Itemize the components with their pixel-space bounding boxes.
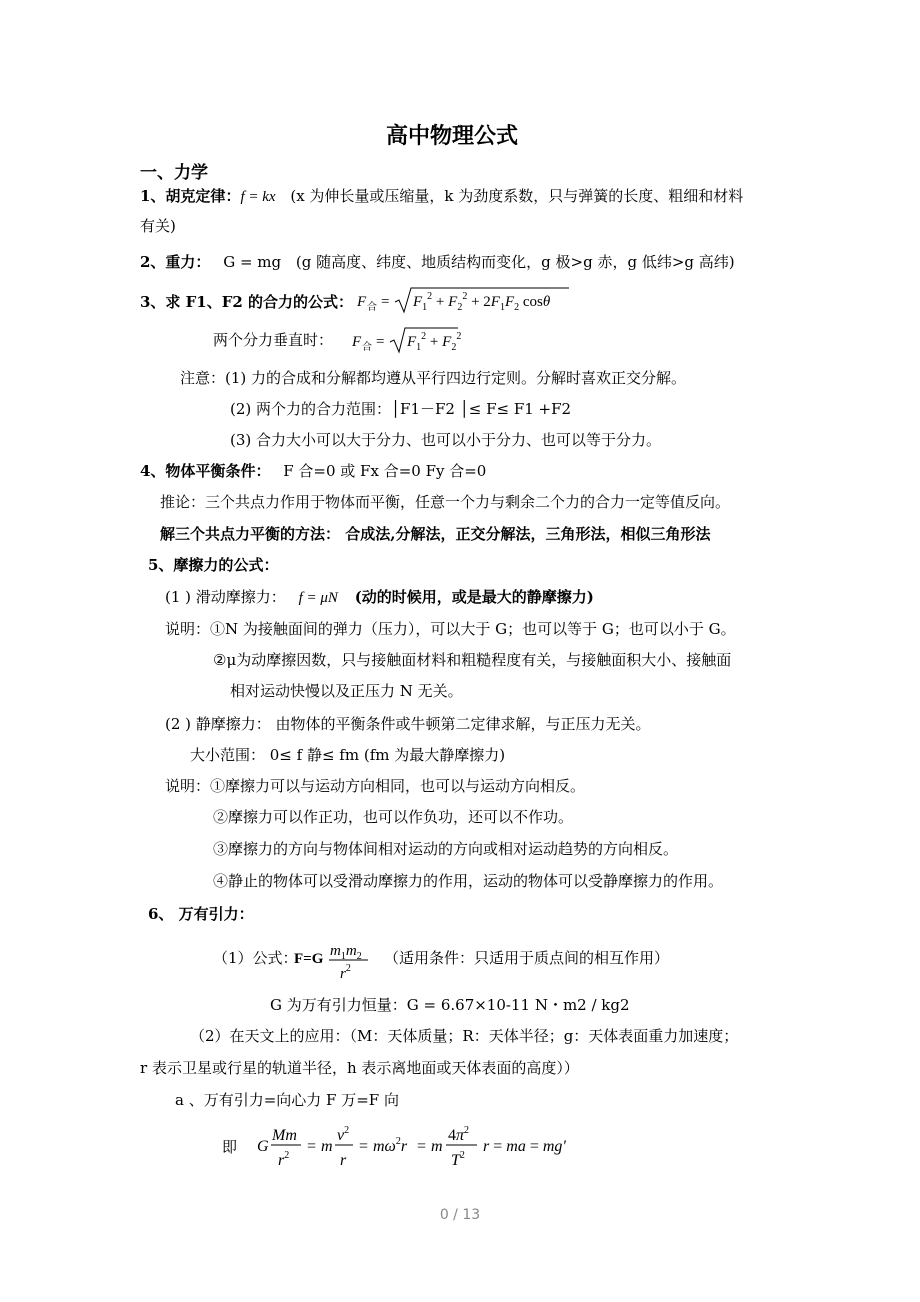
item-1-formula: f = kx [240,189,276,205]
item-5-explain-1: 说明：①N 为接触面间的弹力（压力），可以大于 G；也可以等于 G；也可以小于 G。 [165,620,736,638]
page-title: 高中物理公式 [386,123,519,149]
cf-v2: $v^2$ [337,1125,350,1144]
formula-body: $F_1^2 + F_2^2 + 2F_1F_2$ cosθ [413,291,551,313]
item-6-label: 6、 万有引力： [148,905,254,923]
formula2-body: $F_1^2 + F_2^2$ [407,331,462,353]
item-5-1-line [165,587,594,608]
note-1: 注意：(1) 力的合成和分解都均遵从平行四边行定则。分解时喜欢正交分解。 [180,369,687,387]
section-heading-mechanics: 一、力学 [140,163,208,183]
item-5-1-formula: f = μN [298,590,338,606]
note-2: (2) 两个力的合力范围：│F1－F2 │≤ F≤ F1 +F2 [230,400,572,418]
item-3b-label: 两个分力垂直时： [213,331,334,349]
centripetal-formula [255,1118,615,1176]
gravitation-numerator: $m_1m_2$ [330,943,362,962]
item-6-ji: 即 [222,1138,238,1156]
cf-mw2r: $m\omega^2r$ [373,1136,408,1155]
item-5-1-note: (动的时候用，或是最大的静摩擦力) [354,588,594,606]
item-6-1-label: （1）公式： [213,949,298,967]
cf-eq1: = [307,1138,317,1155]
item-2-formula: G = mg [223,253,282,271]
cf-m2: m [431,1138,443,1155]
item-5-explain-2b: 相对运动快慢以及正压力 N 无关。 [230,682,463,700]
item-3-line [140,292,353,312]
item-1-note: (x 为伸长量或压缩量，k 为劲度系数，只与弹簧的长度、粗细和材料 [290,187,744,205]
item-5-static-3: ③摩擦力的方向与物体间相对运动的方向或相对运动趋势的方向相反。 [213,840,679,858]
cf-4pi2: $4\pi^2$ [448,1125,470,1144]
item-6-2-cont: r 表示卫星或行星的轨道半径，h 表示离地面或天体表面的高度）） [140,1059,579,1077]
item-6-a: a 、万有引力=向心力 F 万=F 向 [175,1091,399,1109]
cf-eq3: = [417,1138,427,1155]
item-2-line [140,252,735,272]
item-4-methods: 解三个共点力平衡的方法： 合成法,分解法，正交分解法，三角形法，相似三角形法 [160,525,711,543]
item-1-label: 1、胡克定律： [140,187,241,205]
item-6-1-note: （适用条件：只适用于质点间的相互作用） [384,949,670,967]
formula-sub-he: 合 [367,302,377,313]
page-indicator: 0 / 13 [439,1207,481,1223]
item-4-line [140,461,486,481]
item-5-1-label: (1 ) 滑动摩擦力： [165,588,286,606]
item-5-static-4: ④静止的物体可以受滑动摩擦力的作用，运动的物体可以受静摩擦力的作用。 [213,872,724,890]
item-5-explain-2: ②μ为动摩擦因数，只与接触面材料和粗糙程度有关，与接触面积大小、接触面 [213,651,732,669]
item-1-line [140,186,743,207]
note-3: (3) 合力大小可以大于分力、也可以小于分力、也可以等于分力。 [230,431,662,449]
cf-m1: m [321,1138,333,1155]
cf-T2: $T^2$ [451,1150,465,1169]
gravitation-formula [294,938,374,984]
cf-G: G [257,1138,269,1155]
formula-eq: = [381,294,390,310]
item-5-2: (2 ) 静摩擦力： 由物体的平衡条件或牛顿第二定律求解，与正压力无关。 [165,715,651,733]
formula2-sub-he: 合 [362,342,372,353]
cf-r: r [340,1152,347,1169]
cf-eq2: = [359,1138,369,1155]
item-4-inference: 推论：三个共点力作用于物体而平衡，任意一个力与剩余二个力的合力一定等值反向。 [160,493,731,511]
gravitation-FG: F=G [294,951,324,967]
formula-F: F [357,294,367,310]
cf-r2: $r^2$ [278,1150,290,1169]
item-2-note: (g 随高度、纬度、地质结构而变化，g 极>g 赤，g 低纬>g 高纬) [295,253,735,271]
item-1-note-cont: 有关) [140,217,176,235]
cf-tail: r = ma = mg' [483,1138,566,1155]
item-5-label: 5、摩擦力的公式： [148,556,279,574]
item-6-2: （2）在天文上的应用：（M：天体质量；R：天体半径；g：天体表面重力加速度； [190,1027,739,1045]
item-5-range: 大小范围： 0≤ f 静≤ fm (fm 为最大静摩擦力) [190,746,506,764]
item-4-formula: F 合=0 或 Fx 合=0 Fy 合=0 [283,462,487,480]
resultant-force-formula [355,284,585,316]
item-5-static-2: ②摩擦力可以作正功，也可以作负功，还可以不作功。 [213,808,574,826]
formula2-F: F [352,334,362,350]
cf-Mm: Mm [272,1127,297,1144]
formula2-eq: = [376,334,385,350]
perpendicular-force-formula [350,324,470,356]
item-4-label: 4、物体平衡条件： [140,462,271,480]
item-5-static-1: 说明：①摩擦力可以与运动方向相同，也可以与运动方向相反。 [165,777,586,795]
item-2-label: 2、重力： [140,253,211,271]
item-3-label: 3、求 F1、F2 的合力的公式： [140,293,354,311]
gravitational-constant: G 为万有引力恒量：G = 6.67×10-11 N・m2 / kg2 [270,996,630,1014]
gravitation-denominator: $r^2$ [340,963,351,982]
